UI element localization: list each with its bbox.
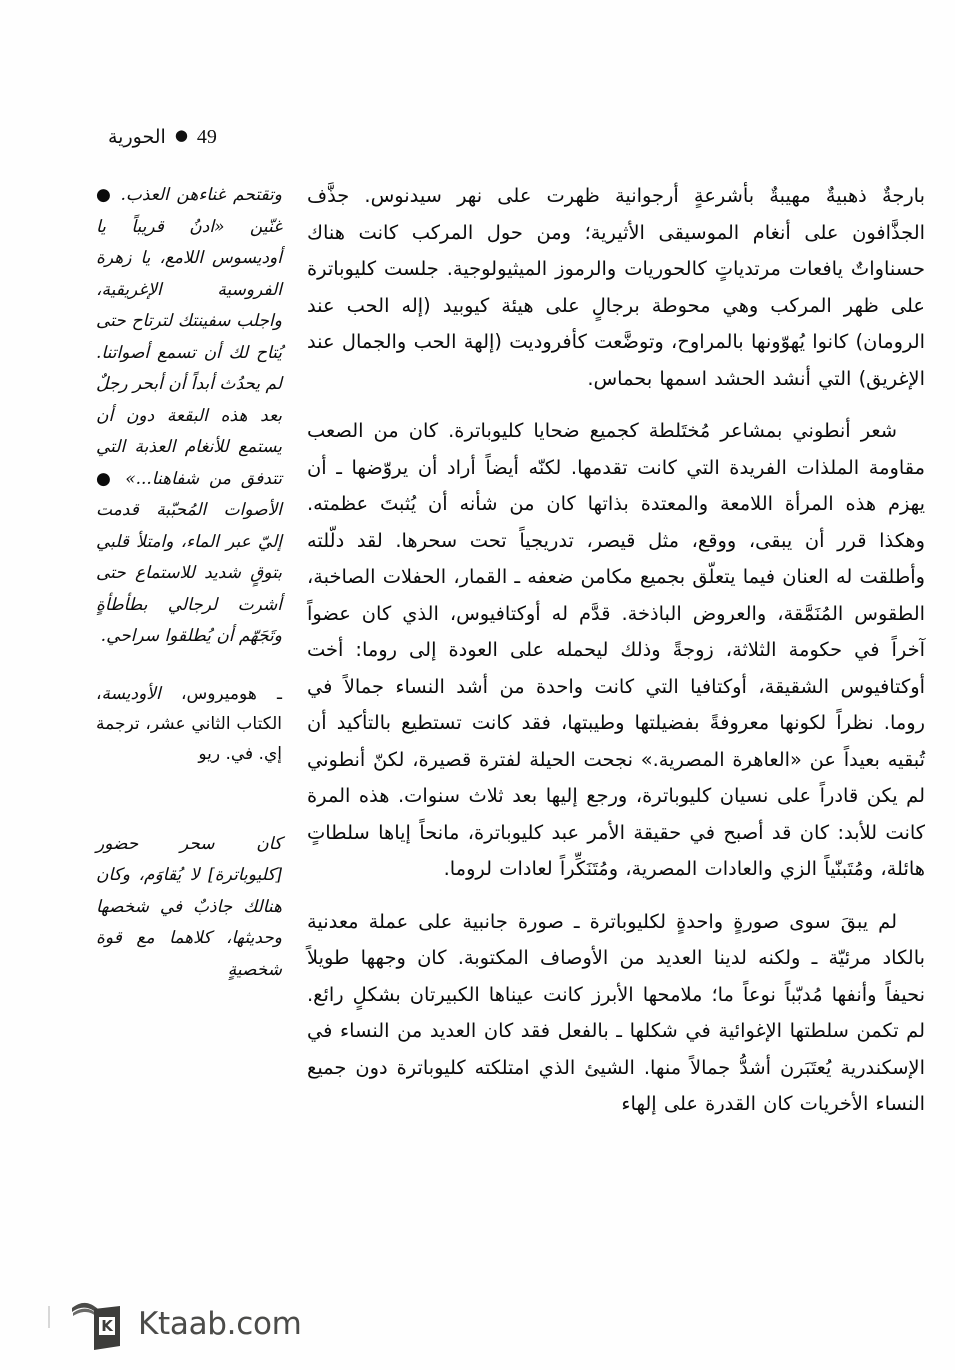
separator-dot: ● [174,126,188,144]
book-mark-letter: K [101,1317,113,1335]
page-edge-tick [48,1306,50,1328]
attribution-work-title: الأوديسة [101,683,161,704]
book-title: الحورية [108,126,166,148]
pullquote-homer: وتقتحم غناءهن العذب. ● غنّين «ادنُ قريباً يا أوديسوس اللامع، يا زهرة الفروسية الإغريقية، واجلب سفينتك لترتاح حتى يُتاح لك أن تسمع أصواتنا. لم يحدُث أبداً أن أبحر رجلٌ بعد هذه البقعة دون أن يستمع للأنغام العذبة التي تتدفق من شفاهنا...» ● الأصوات المُحبّبة قدمت إليّ عبر الماء، وامتلأ قلبي بتوقٍ شديد للاستماع حتى أشرت لرجالي بطأطأةٍ وتَجَهّم أن يُطلقوا سراحي. [96,185,282,646]
body-paragraph: شعر أنطوني بمشاعر مُختَلطة كجميع ضحايا كليوباترة. كان من الصعب مقاومة الملذات الفريدة التي كانت تقدمها. لكنّه أيضاً أراد أن يروّضها ـ أن يهزم هذه المرأة اللامعة والمعتدة بذاتها كان من شأنه أن يُثبتَ عظمته. وهكذا قرر أن يبقى، ووقع، مثل قيصر، تدريجياً تحت سحرها. لقد دلّلته وأطلقت له العنان فيما يتعلّق بجميع مكامن ضعفه ـ القمار، الحفلات الصاخبة، الطقوس المُنَمَّقة، والعروض الباذخة. قدَّم له أوكتافيوس، الذي كان عضواً آخراً في حكومة الثلاثة، زوجةً وذلك ليحمله على العودة إلى روما: أخت أوكتافيوس الشقيقة، أوكتافيا التي كانت واحدة من أشد النساء جمالاً في روما. نظراً لكونها معروفةً بفضيلتها وطيبتها، فقد كانت تستطيع بالتأكيد أن تُبقيه بعيداً عن «العاهرة المصرية.» نجحت الحيلة لفترة قصيرة، لكنّ أنطوني لم يكن قادراً على نسيان كليوباترة، ورجع إليها بعد ثلاث سنوات. هذه المرة كانت للأبد: كان قد أصبح في حقيقة الأمر عبد كليوباترة، مانحاً إياها سلطاتٍ هائلة، ومُتَبنّياً الزي والعادات المصرية، ومُتَنَكِّراً لعادات لروما. [307,419,925,880]
sidebar-spacer [96,769,282,829]
attribution-author: ـ هوميروس، [180,683,282,704]
page-columns [0,178,955,1274]
body-paragraph: بارجةٌ ذهبيةٌ مهيبةٌ بأشرعةٍ أرجوانية ظهرت على نهر سيدنوس. جذَّف الجذَّافون على أنغام الموسيقى الأثيرية؛ ومن حول المركب كانت هناك حسناواتٌ يافعات مرتدياتٍ كالحوريات والرموز الميثيولوجية. جلست كليوباترة على ظهر المركب وهي محوطة برجالٍ على هيئة كيوبيد (إله الحب عند الرومان) كانوا يُهوّونها بالمراوح، وتوضَّعت كأفروديت (إلهة الحب والجمال عند الإغريق) التي أنشد الحشد اسمها بحماس. [307,184,925,390]
watermark-label: Ktaab.com [138,1306,302,1342]
body-paragraph: لم يبقَ سوى صورةٍ واحدةٍ لكليوباترة ـ صورة جانبية على عملة معدنية بالكاد مرئيّة ـ ولكنه لدينا العديد من الأوصاف المكتوبة. كان وجهها طويلاً نحيفاً وأنفها مُدبّباً نوعاً ما؛ ملامحها الأبرز كانت عيناها الكبيرتان بشكلٍ رائع. لم تكمن سلطتها الإغوائية في شكلها ـ بالفعل فقد كان العديد من النساء في الإسكندرية يُعتَبَرن أشدُّ جمالاً منها. الشيئ الذي امتلكته كليوباترة دون جميع النساء الأخريات كان القدرة على إلهاء [307,909,925,1115]
open-book-icon [68,1296,126,1352]
watermark [68,1296,302,1352]
pullquote-attribution [96,679,282,769]
pullquote-cleopatra: كان سحر حضور [كليوباترة] لا يُقاوَم، وكان هنالك جاذبٌ في شخصها وحديثها، كلاهما مع قوة شخصيةٍ [96,833,282,980]
sidebar-quote-column [96,180,282,986]
attribution-details: ، الكتاب الثاني عشر، ترجمة إي. في. ريو [96,683,282,764]
running-head-inner [108,126,217,149]
main-text-column [307,178,925,1123]
running-head [0,126,955,156]
page-number: 49 [196,126,217,148]
